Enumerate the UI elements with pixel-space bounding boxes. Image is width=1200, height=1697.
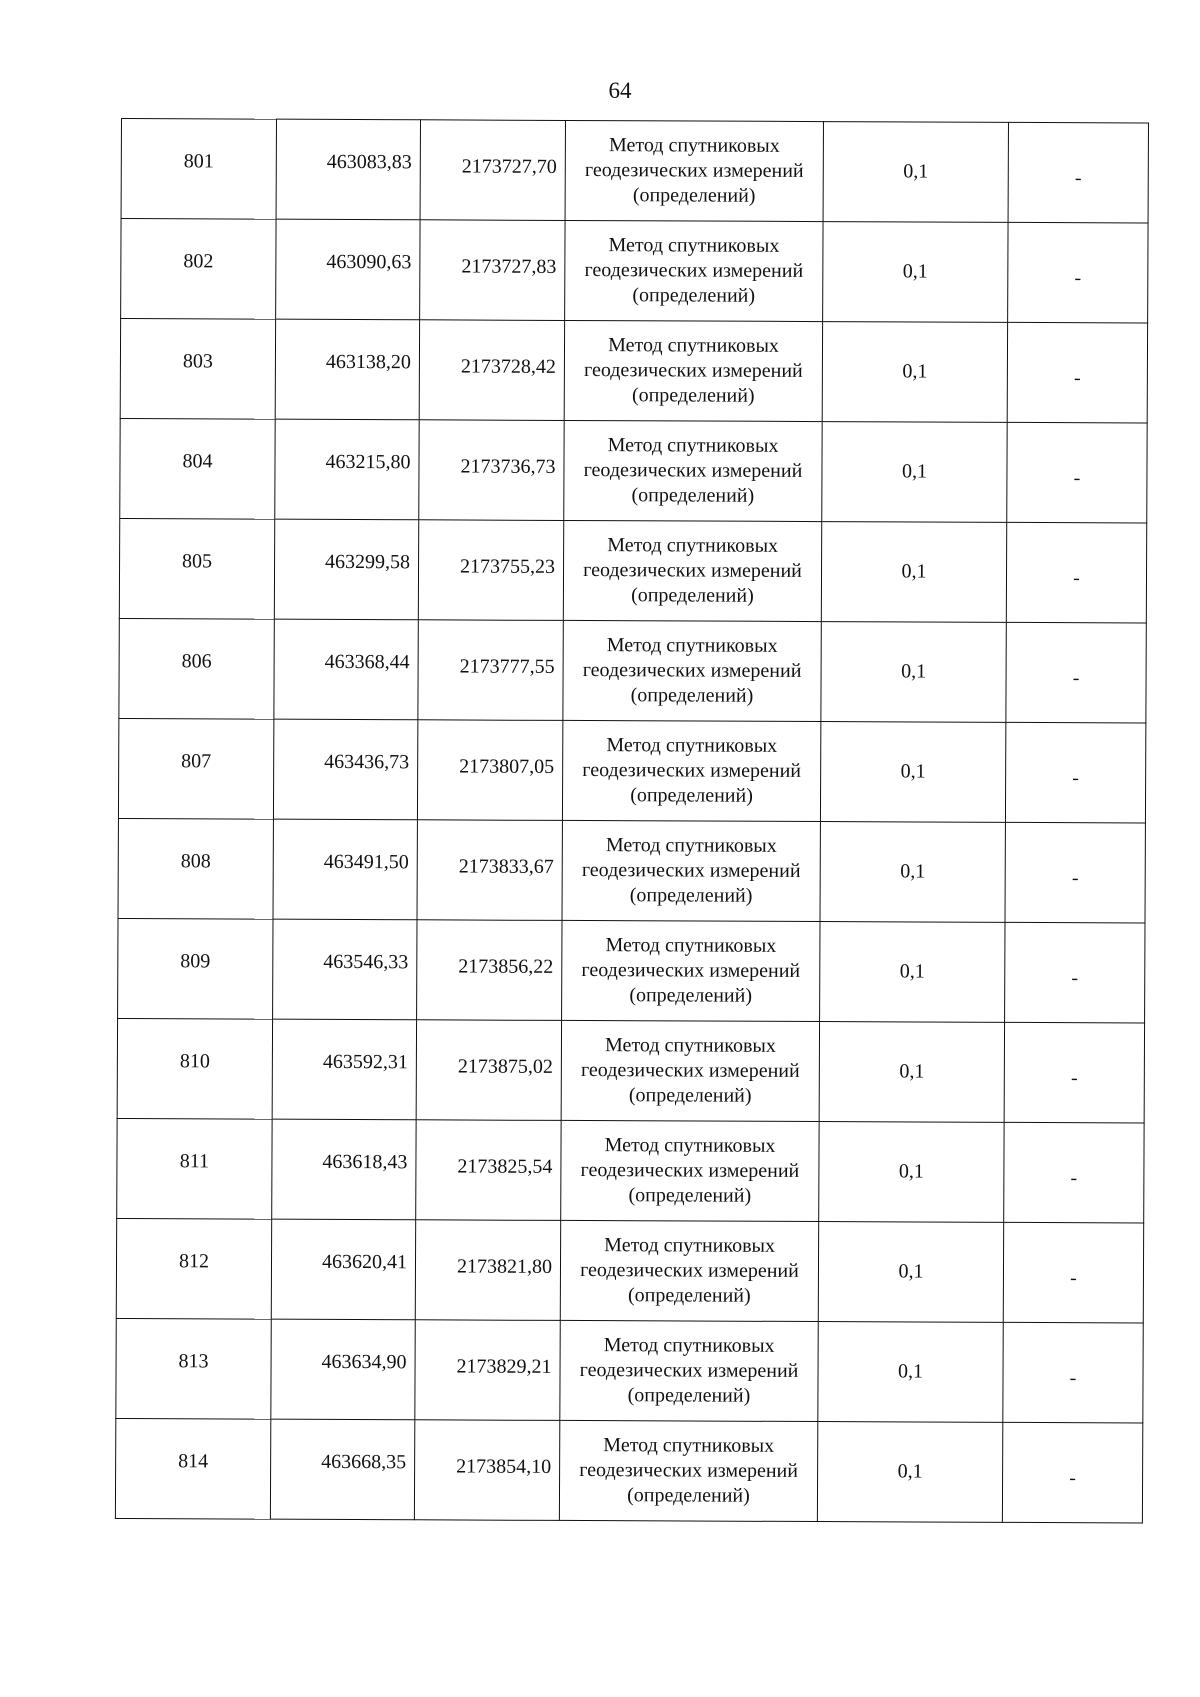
page-number: 64 [608,78,632,103]
method-cell [564,320,822,421]
accuracy-cell [820,822,1005,923]
x-coordinate-cell [276,219,420,320]
method-cell [563,520,821,621]
point-number-cell-text: 805 [182,550,213,573]
y-coordinate-cell [418,520,563,621]
note-cell-text: - [1070,1267,1077,1290]
note-cell-text: - [1074,167,1082,190]
table-row [117,1118,1144,1222]
table-row [115,1418,1142,1522]
point-number-cell [118,718,273,819]
note-cell-text: - [1071,967,1079,990]
accuracy-cell-text: 0,1 [901,560,927,583]
y-coordinate-cell-text: 2173728,42 [460,355,556,378]
method-cell-text: Метод спутниковых геодезических измерений (определений) [580,1034,800,1107]
point-number-cell-text: 809 [180,950,211,973]
point-number-cell-text: 807 [181,750,212,773]
point-number-cell-text: 806 [181,650,212,673]
y-coordinate-cell [416,1120,561,1221]
point-number-cell [119,618,274,719]
method-cell-text: Метод спутниковых геодезических измерений (определений) [584,234,804,307]
x-coordinate-cell [271,1219,415,1320]
note-cell [1005,722,1145,823]
x-coordinate-cell [271,1319,415,1420]
x-coordinate-cell [274,519,418,620]
x-coordinate-cell-text: 463491,50 [323,850,409,874]
method-cell-text: Метод спутниковых геодезических измерений (определений) [583,534,802,607]
table-row [119,618,1146,722]
note-cell-text: - [1072,667,1080,690]
note-cell-text: - [1073,467,1081,490]
method-cell-text: Метод спутниковых геодезических измерений (определений) [581,934,801,1007]
y-coordinate-cell [420,220,565,321]
method-cell [559,1420,817,1521]
point-number-cell [120,418,275,519]
accuracy-cell-text: 0,1 [902,260,928,283]
table-row [119,518,1146,622]
y-coordinate-cell-text: 2173833,67 [458,855,554,878]
accuracy-cell-text: 0,1 [902,360,928,383]
point-number-cell [117,1118,272,1219]
accuracy-cell-text: 0,1 [899,960,925,983]
table-row [116,1218,1143,1322]
point-number-cell [115,1418,270,1519]
table-row [121,119,1148,223]
y-coordinate-cell-text: 2173875,02 [457,1055,553,1078]
y-coordinate-cell [418,620,563,721]
accuracy-cell-text: 0,1 [900,760,926,783]
method-cell [564,420,822,521]
point-number-cell-text: 803 [182,350,213,373]
y-coordinate-cell [417,920,562,1021]
table-body [115,119,1148,1523]
method-cell-text: Метод спутниковых геодезических измерений (определений) [580,1134,800,1207]
point-number-cell-text: 804 [182,450,213,473]
point-number-cell [116,1218,271,1319]
method-cell [562,720,820,821]
note-cell [1002,1422,1142,1523]
table-row [117,1018,1144,1122]
accuracy-cell-text: 0,1 [898,1260,924,1283]
y-coordinate-cell-text: 2173736,73 [460,455,556,478]
point-number-cell [118,818,273,919]
y-coordinate-cell [419,420,564,521]
note-cell [1007,422,1147,523]
note-cell-text: - [1070,1167,1078,1190]
x-coordinate-cell-text: 463436,73 [324,750,410,774]
point-number-cell-text: 811 [179,1150,210,1173]
x-coordinate-cell-text: 463668,35 [321,1450,407,1474]
x-coordinate-cell-text: 463546,33 [323,950,409,974]
point-number-cell-text: 802 [183,250,214,273]
y-coordinate-cell-text: 2173821,80 [456,1255,553,1278]
method-cell [561,1120,819,1221]
method-cell-text: Метод спутниковых геодезических измерений (определений) [583,434,803,507]
y-coordinate-cell-text: 2173829,21 [456,1355,552,1378]
x-coordinate-cell-text: 463620,41 [321,1250,408,1274]
x-coordinate-cell-text: 463090,63 [326,250,412,274]
point-number-cell-text: 814 [178,1450,209,1473]
accuracy-cell-text: 0,1 [901,460,928,483]
y-coordinate-cell-text: 2173807,05 [459,755,555,778]
x-coordinate-cell [275,319,419,420]
note-cell [1005,822,1145,923]
x-coordinate-cell-text: 463138,20 [325,350,411,374]
x-coordinate-cell [273,919,417,1020]
accuracy-cell-text: 0,1 [898,1160,924,1183]
accuracy-cell-text: 0,1 [897,1460,923,1483]
y-coordinate-cell-text: 2173727,70 [461,155,557,178]
method-cell-text: Метод спутниковых геодезических измерений (определений) [580,1234,799,1307]
method-cell-text: Метод спутниковых геодезических измерений (определений) [583,334,803,407]
x-coordinate-cell [273,819,417,920]
accuracy-cell [817,1422,1002,1523]
table-row [118,818,1145,922]
method-cell [565,220,823,321]
x-coordinate-cell-text: 463592,31 [322,1050,408,1074]
note-cell-text: - [1071,867,1079,890]
table-row [118,918,1145,1022]
accuracy-cell [820,922,1005,1023]
x-coordinate-cell [272,1019,416,1120]
point-number-cell [116,1318,271,1419]
coordinates-table-wrapper [115,118,1149,1523]
point-number-cell [118,918,273,1019]
y-coordinate-cell-text: 2173755,23 [459,555,556,578]
coordinates-table [115,118,1149,1523]
table-row [116,1318,1143,1422]
y-coordinate-cell [419,320,564,421]
accuracy-cell [821,522,1006,623]
y-coordinate-cell-text: 2173856,22 [458,955,554,978]
method-cell [562,820,820,921]
x-coordinate-cell [270,1419,414,1520]
note-cell [1006,522,1146,623]
method-cell-text: Метод спутниковых геодезических измерений (определений) [582,734,802,807]
point-number-cell [117,1018,272,1119]
method-cell-text: Метод спутниковых геодезических измерений (определений) [579,1334,799,1407]
y-coordinate-cell-text: 2173854,10 [456,1455,552,1478]
x-coordinate-cell-text: 463215,80 [325,450,411,474]
point-number-cell [119,518,274,619]
x-coordinate-cell-text: 463083,83 [326,150,412,174]
table-row [118,718,1145,822]
point-number-cell [120,319,275,420]
y-coordinate-cell-text: 2173727,83 [461,255,557,278]
point-number-cell [121,119,276,220]
accuracy-cell-text: 0,1 [900,860,926,883]
note-cell-text: - [1069,1467,1076,1490]
table-row [120,319,1147,423]
accuracy-cell [822,422,1007,523]
x-coordinate-cell-text: 463368,44 [324,650,410,674]
point-number-cell-text: 810 [179,1050,210,1073]
accuracy-cell-text: 0,1 [901,660,927,683]
note-cell [1008,122,1148,223]
point-number-cell-text: 801 [183,150,214,173]
note-cell-text: - [1074,267,1082,290]
y-coordinate-cell [415,1220,560,1321]
method-cell-text: Метод спутниковых геодезических измерений (определений) [581,834,801,907]
note-cell [1005,922,1145,1023]
note-cell [1004,1122,1144,1223]
accuracy-cell [819,1122,1004,1223]
accuracy-cell [820,722,1005,823]
method-cell [562,920,820,1021]
note-cell-text: - [1073,567,1080,590]
note-cell-text: - [1069,1367,1077,1390]
y-coordinate-cell-text: 2173825,54 [457,1155,553,1178]
method-cell [563,620,821,721]
accuracy-cell [819,1022,1004,1123]
accuracy-cell [818,1222,1003,1323]
y-coordinate-cell [417,820,562,921]
point-number-cell [121,219,276,320]
accuracy-cell-text: 0,1 [903,160,929,183]
note-cell [1006,622,1146,723]
y-coordinate-cell [415,1320,560,1421]
x-coordinate-cell-text: 463634,90 [321,1350,407,1374]
y-coordinate-cell [414,1420,559,1521]
note-cell [1007,322,1147,423]
accuracy-cell-text: 0,1 [897,1360,924,1383]
x-coordinate-cell [273,719,417,820]
note-cell-text: - [1072,767,1080,790]
method-cell-text: Метод спутниковых геодезических измерений (определений) [579,1434,799,1507]
x-coordinate-cell [272,1119,416,1220]
x-coordinate-cell [274,619,418,720]
y-coordinate-cell-text: 2173777,55 [459,655,555,678]
x-coordinate-cell-text: 463618,43 [322,1150,408,1174]
point-number-cell-text: 813 [178,1350,209,1373]
method-cell-text: Метод спутниковых геодезических измерений (определений) [582,634,802,707]
method-cell [565,120,823,221]
table-row [120,418,1147,522]
method-cell [560,1220,818,1321]
note-cell [1008,222,1148,323]
method-cell [560,1320,818,1421]
point-number-cell-text: 812 [178,1250,210,1273]
note-cell [1003,1322,1143,1423]
x-coordinate-cell-text: 463299,58 [325,550,411,574]
accuracy-cell [822,322,1007,423]
y-coordinate-cell [417,720,562,821]
y-coordinate-cell [420,120,565,221]
note-cell [1004,1022,1144,1123]
accuracy-cell-text: 0,1 [899,1060,925,1083]
point-number-cell-text: 808 [180,850,211,873]
table-row [121,219,1148,323]
x-coordinate-cell [275,419,419,520]
x-coordinate-cell [276,119,420,220]
note-cell-text: - [1070,1067,1078,1090]
y-coordinate-cell [416,1020,561,1121]
method-cell [561,1020,819,1121]
method-cell-text: Метод спутниковых геодезических измерений (определений) [584,134,804,207]
accuracy-cell [823,122,1008,223]
note-cell [1003,1222,1143,1323]
accuracy-cell [821,622,1006,723]
accuracy-cell [818,1322,1003,1423]
accuracy-cell [823,222,1008,323]
note-cell-text: - [1073,367,1081,390]
